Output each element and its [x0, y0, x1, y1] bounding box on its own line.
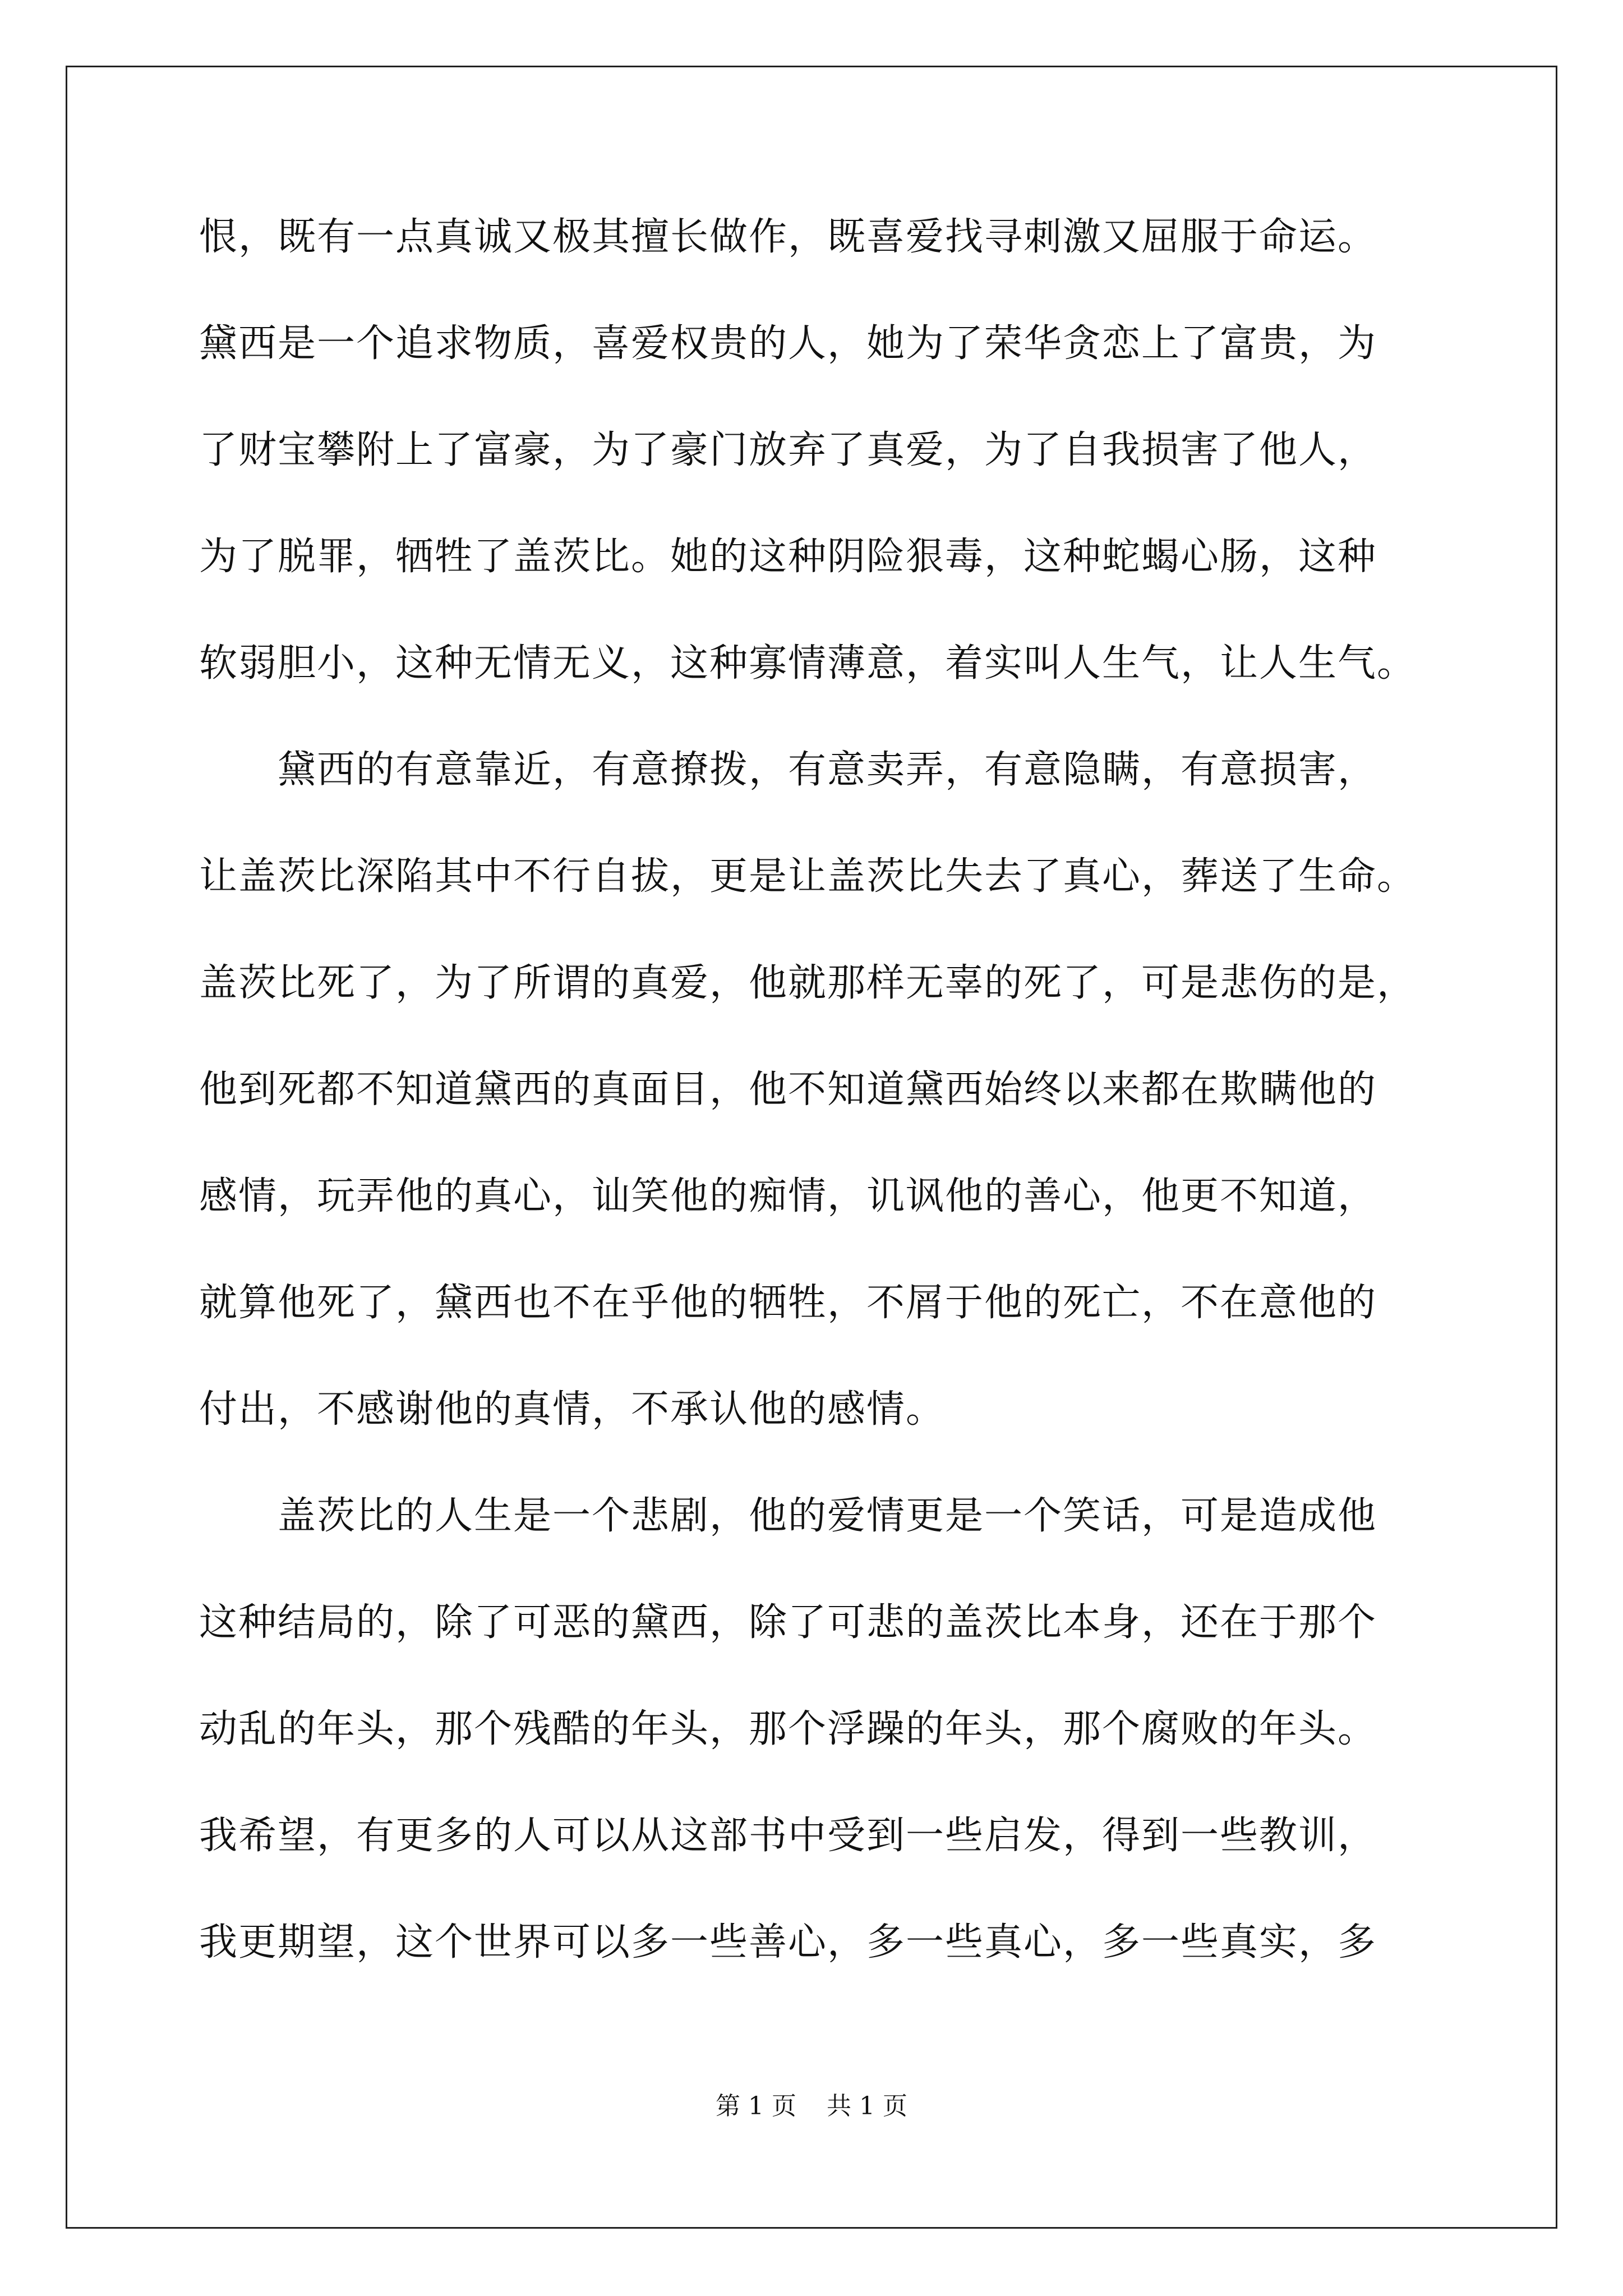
text-line: 我更期望，这个世界可以多一些善心，多一些真心，多一些真实，多 — [199, 1920, 1377, 1964]
text-line: 恨，既有一点真诚又极其擅长做作，既喜爱找寻刺激又屈服于命运。 — [199, 215, 1377, 259]
text-line: 让盖茨比深陷其中不行自拔，更是让盖茨比失去了真心，葬送了生命。 — [199, 854, 1417, 899]
page-total: 共 1 页 — [827, 2092, 907, 2120]
text-line: 黛西是一个追求物质，喜爱权贵的人，她为了荣华贪恋上了富贵，为 — [199, 321, 1377, 366]
text-line: 这种结局的，除了可恶的黛西，除了可悲的盖茨比本身，还在于那个 — [199, 1600, 1377, 1645]
text-line: 盖茨比死了，为了所谓的真爱，他就那样无辜的死了，可是悲伤的是， — [199, 961, 1417, 1005]
text-line: 动乱的年头，那个残酷的年头，那个浮躁的年头，那个腐败的年头。 — [199, 1707, 1377, 1751]
text-line: 感情，玩弄他的真心，讪笑他的痴情，讥讽他的善心，他更不知道， — [199, 1174, 1377, 1218]
text-line: 我希望，有更多的人可以从这部书中受到一些启发，得到一些教训， — [199, 1814, 1377, 1858]
text-line: 付出，不感谢他的真情，不承认他的感情。 — [199, 1387, 946, 1432]
paragraph-start-line: 盖茨比的人生是一个悲剧，他的爱情更是一个笑话，可是造成他 — [278, 1494, 1377, 1538]
document-body — [199, 212, 1455, 2024]
text-line: 就算他死了，黛西也不在乎他的牺牲，不屑于他的死亡，不在意他的 — [199, 1281, 1377, 1325]
page-footer — [0, 2090, 1623, 2123]
page-number: 第 1 页 — [716, 2092, 796, 2120]
text-line: 软弱胆小，这种无情无义，这种寡情薄意，着实叫人生气，让人生气。 — [199, 641, 1417, 685]
text-line: 为了脱罪，牺牲了盖茨比。她的这种阴险狠毒，这种蛇蝎心肠，这种 — [199, 535, 1377, 579]
paragraph-start-line: 黛西的有意靠近，有意撩拨，有意卖弄，有意隐瞒，有意损害， — [278, 748, 1377, 792]
text-line: 他到死都不知道黛西的真面目，他不知道黛西始终以来都在欺瞒他的 — [199, 1068, 1377, 1112]
text-line: 了财宝攀附上了富豪，为了豪门放弃了真爱，为了自我损害了他人， — [199, 428, 1377, 472]
